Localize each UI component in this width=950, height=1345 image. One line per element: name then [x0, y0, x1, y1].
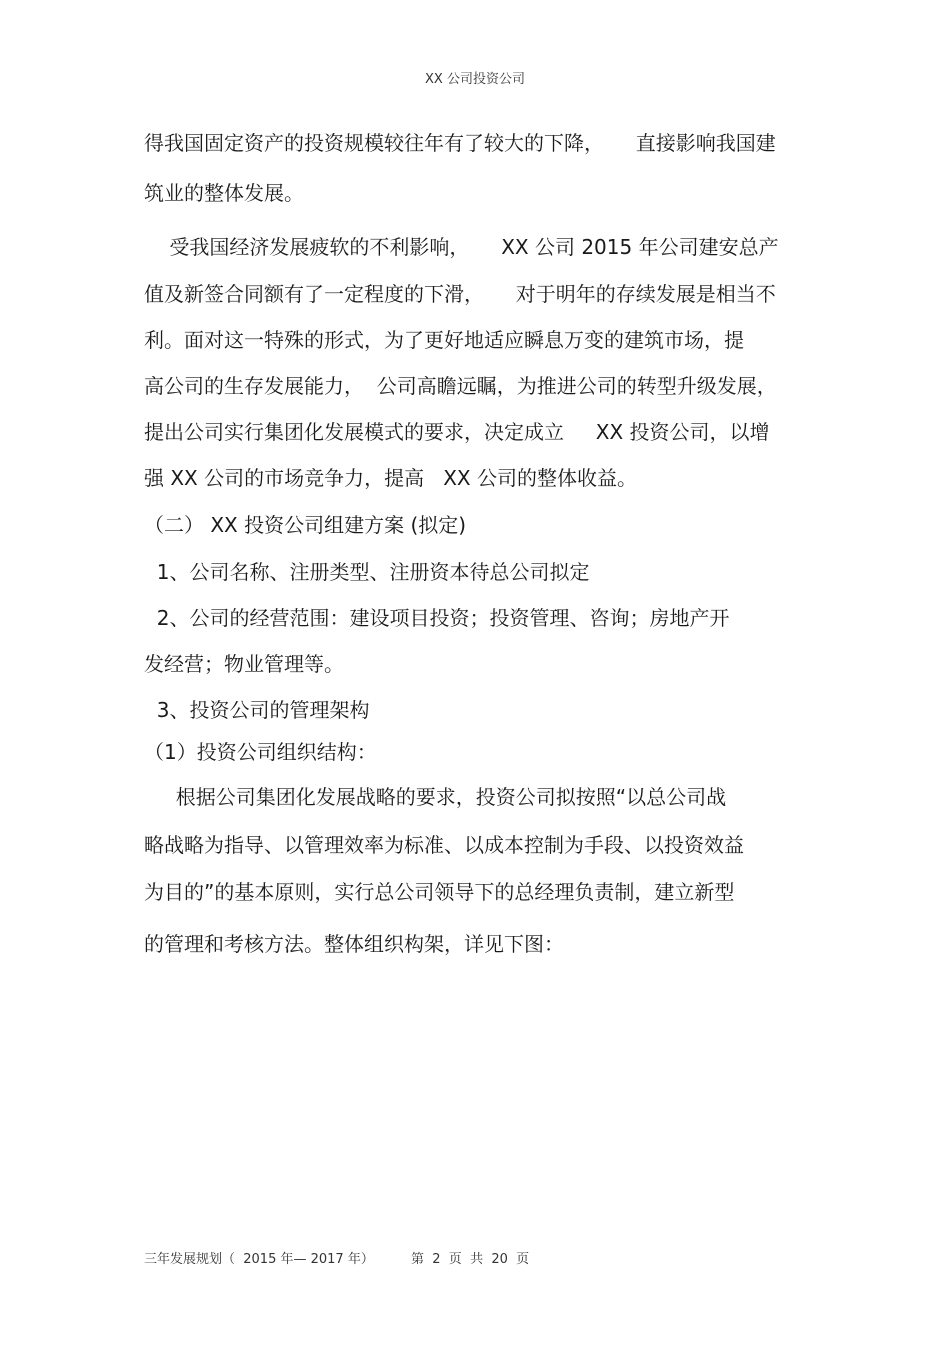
text-line: 为目的”的基本原则，实行总公司领导下的总经理负责制，建立新型: [144, 880, 735, 904]
text-line: 高公司的生存发展能力， 公司高瞻远瞩，为推进公司的转型升级发展，: [144, 374, 777, 398]
list-item: 2、公司的经营范围：建设项目投资；投资管理、咨询；房地产开: [144, 606, 730, 630]
text-line: 根据公司集团化发展战略的要求，投资公司拟按照“以总公司战: [144, 785, 727, 809]
footer-page-number: 第 2 页 共 20 页: [411, 1252, 530, 1267]
text-line: 的管理和考核方法。整体组织构架，详见下图：: [144, 932, 564, 956]
list-item: 3、投资公司的管理架构: [144, 698, 370, 722]
text-line: 发经营；物业管理等。: [144, 652, 344, 676]
text-line: 值及新签合同额有了一定程度的下滑， 对于明年的存续发展是相当不: [144, 282, 776, 306]
text-line: 强 XX 公司的市场竞争力，提高 XX 公司的整体收益。: [144, 466, 637, 490]
list-item: 1、公司名称、注册类型、注册资本待总公司拟定: [144, 560, 590, 584]
text-line: 筑业的整体发展。: [144, 181, 304, 205]
text-line: 利。面对这一特殊的形式，为了更好地适应瞬息万变的建筑市场，提: [144, 328, 744, 352]
text-line: 略战略为指导、以管理效率为标准、以成本控制为手段、以投资效益: [144, 833, 744, 857]
text-line: 受我国经济发展疲软的不利影响， XX 公司 2015 年公司建安总产: [144, 235, 779, 259]
page-header: XX 公司投资公司: [425, 72, 525, 87]
text-line: 得我国固定资产的投资规模较往年有了较大的下降， 直接影响我国建: [144, 131, 776, 155]
footer-document-title: 三年发展规划（ 2015 年— 2017 年）: [144, 1252, 374, 1267]
section-heading: （二） XX 投资公司组建方案 (拟定): [144, 513, 467, 537]
text-line: 提出公司实行集团化发展模式的要求，决定成立 XX 投资公司，以增: [144, 420, 770, 444]
subsection-heading: （1）投资公司组织结构：: [144, 740, 377, 764]
